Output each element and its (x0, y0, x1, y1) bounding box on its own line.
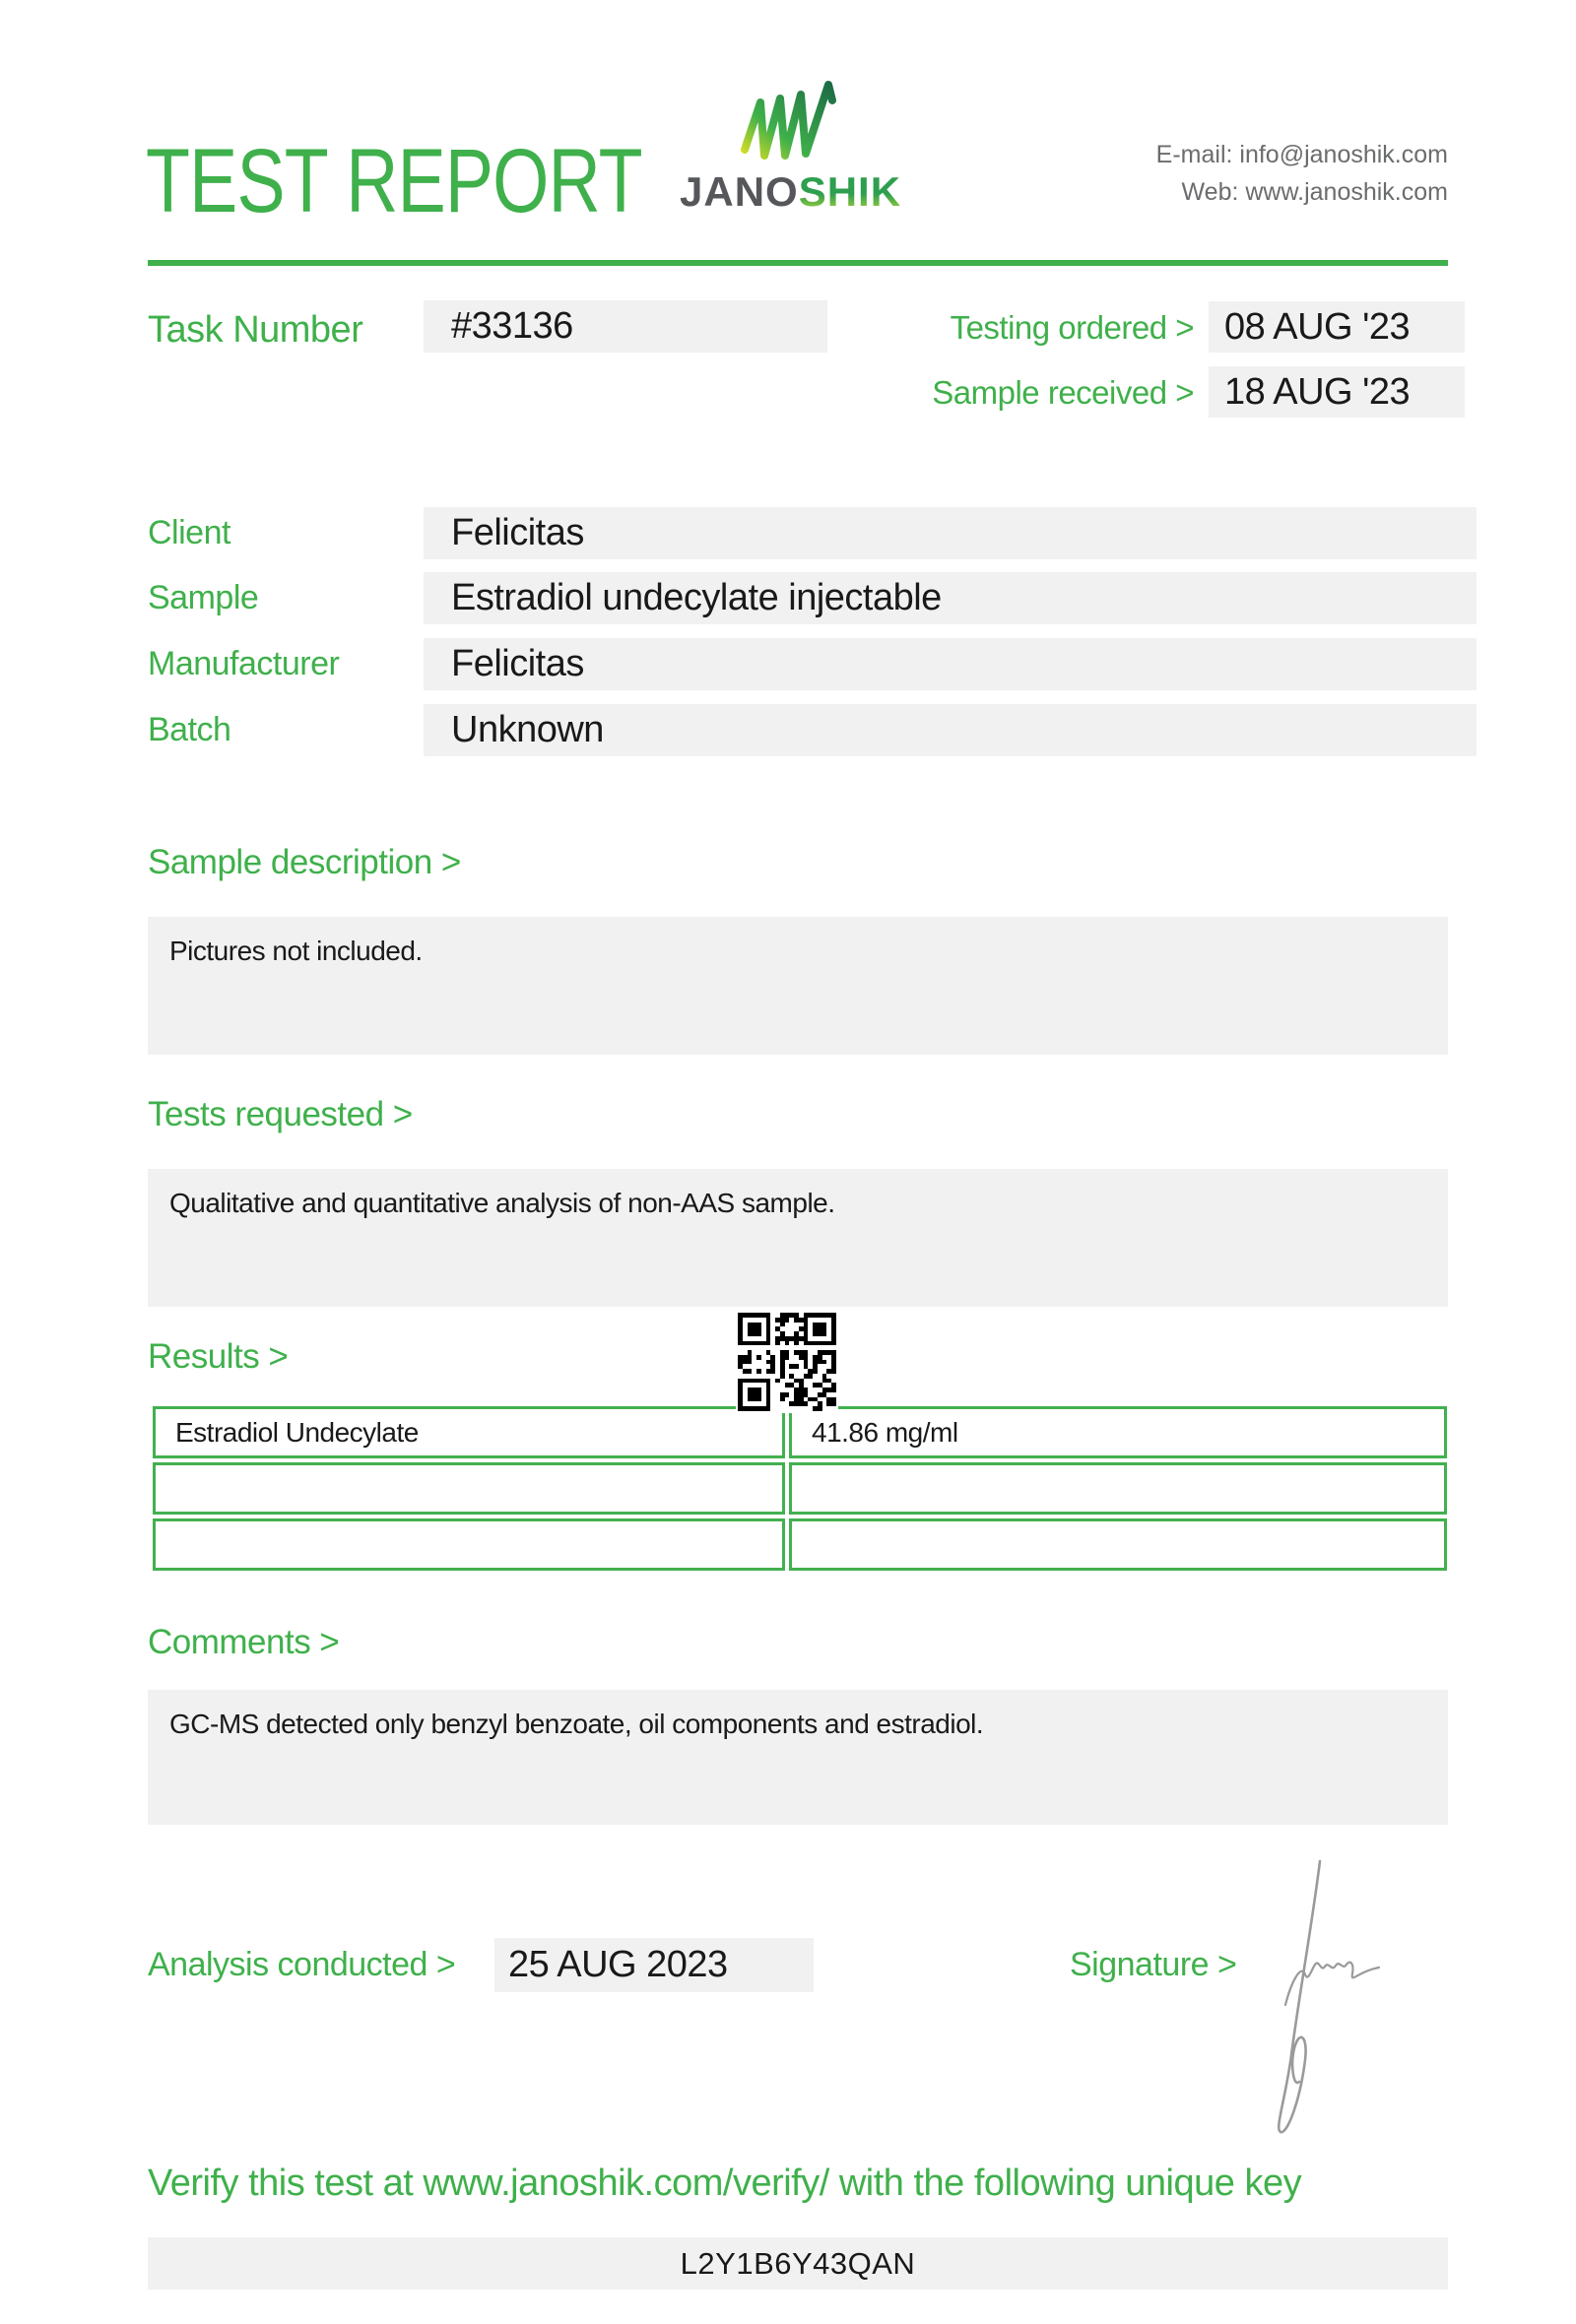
manufacturer-value-box (424, 638, 1477, 690)
contact-info (1156, 136, 1448, 211)
sample-description-text: Pictures not included. (169, 936, 423, 966)
client-label: Client (148, 514, 230, 551)
comments-heading: Comments > (148, 1623, 340, 1661)
tests-requested-box (148, 1169, 1448, 1307)
testing-ordered-value-box (1209, 301, 1465, 353)
verify-key-box (148, 2237, 1448, 2290)
results-table (153, 1406, 1447, 1575)
logo-chart-icon (737, 77, 839, 167)
batch-value-box (424, 704, 1477, 756)
signature-label: Signature > (1070, 1946, 1237, 1983)
verify-key: L2Y1B6Y43QAN (680, 2245, 916, 2281)
analysis-conducted-label: Analysis conducted > (148, 1946, 456, 1983)
signature-graphic (1269, 1855, 1397, 2141)
contact-email: E-mail: info@janoshik.com (1155, 141, 1448, 168)
verify-instructions: Verify this test at www.janoshik.com/verify/ with the following unique key (148, 2163, 1302, 2204)
tests-requested-heading: Tests requested > (148, 1095, 413, 1133)
tests-requested-text: Qualitative and quantitative analysis of non-AAS sample. (169, 1188, 835, 1218)
sample-received-value-box (1209, 366, 1465, 418)
task-number-value: #33136 (451, 305, 573, 347)
batch-label: Batch (148, 711, 231, 748)
contact-web: Web: www.janoshik.com (1181, 178, 1448, 206)
analysis-date-value: 25 AUG 2023 (508, 1944, 728, 1985)
analysis-date-box (494, 1938, 814, 1992)
testing-ordered-label: Testing ordered > (950, 309, 1194, 346)
comments-text: GC-MS detected only benzyl benzoate, oil components and estradiol. (169, 1709, 984, 1739)
result-analyte-cell (153, 1462, 785, 1515)
logo-wordmark (680, 168, 902, 215)
sample-received-label: Sample received > (932, 374, 1194, 411)
testing-ordered-value: 08 AUG '23 (1224, 305, 1411, 348)
result-value-cell: 41.86 mg/ml (789, 1406, 1447, 1458)
logo (680, 77, 902, 215)
page-title: TEST REPORT (146, 131, 642, 231)
batch-value: Unknown (451, 709, 604, 750)
sample-label: Sample (148, 579, 259, 616)
manufacturer-value: Felicitas (451, 643, 584, 684)
task-number-value-box (424, 300, 827, 353)
results-row-2 (153, 1462, 1447, 1515)
comments-box (148, 1690, 1448, 1825)
logo-text-shik: SHIK (798, 168, 902, 215)
header-divider (148, 260, 1448, 266)
logo-text-jano: JANO (680, 168, 799, 215)
sample-received-value: 18 AUG '23 (1224, 370, 1411, 413)
result-analyte-cell: Estradiol Undecylate (153, 1406, 785, 1458)
task-number-label: Task Number (148, 309, 363, 351)
client-value-box (424, 507, 1477, 559)
results-row-1 (153, 1406, 1447, 1458)
sample-value-box (424, 572, 1477, 624)
client-value: Felicitas (451, 512, 584, 553)
qr-code (736, 1311, 838, 1413)
sample-description-heading: Sample description > (148, 843, 461, 881)
sample-description-box (148, 917, 1448, 1055)
result-value-cell (789, 1462, 1447, 1515)
result-value-cell (789, 1518, 1447, 1571)
sample-value: Estradiol undecylate injectable (451, 577, 942, 618)
results-row-3 (153, 1518, 1447, 1571)
manufacturer-label: Manufacturer (148, 645, 340, 682)
result-analyte-cell (153, 1518, 785, 1571)
results-heading: Results > (148, 1337, 289, 1376)
